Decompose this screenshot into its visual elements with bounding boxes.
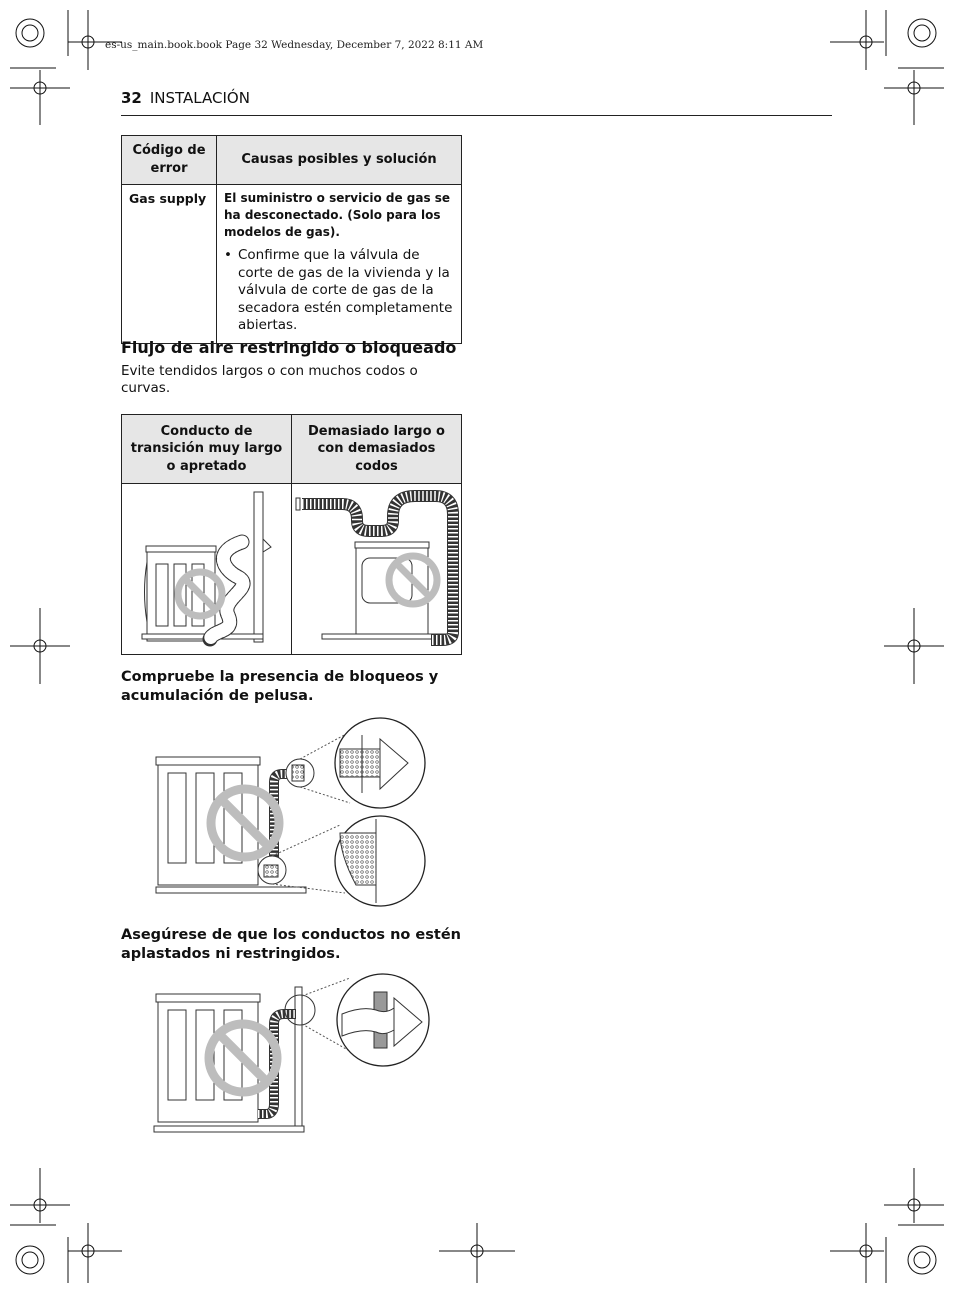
page-header <box>121 89 250 107</box>
error-code-table <box>121 135 462 344</box>
illustration-cell-long <box>292 484 462 655</box>
table-header-row <box>122 136 462 185</box>
airflow-heading: Flujo de aire restringido o bloqueado <box>121 338 457 357</box>
table-row <box>122 185 462 344</box>
error-code: Gas supply <box>122 185 217 344</box>
lint-buildup-illustration <box>150 715 440 905</box>
airflow-table <box>121 414 462 655</box>
illustration-row <box>122 484 462 655</box>
illustration-cell-tight <box>122 484 292 655</box>
col-header-short-duct: Conducto de transición muy largo o apretado <box>122 415 292 484</box>
table-header-row <box>122 415 462 484</box>
crushed-duct-heading: Asegúrese de que los conductos no estén aplastados ni restringidos. <box>121 927 461 962</box>
page-number: 32 <box>121 89 142 107</box>
lint-heading: Compruebe la presencia de bloqueos y acumulación de pelusa. <box>121 669 439 704</box>
bullet-icon: • <box>224 247 232 263</box>
header-rule <box>121 115 832 116</box>
error-description <box>217 185 462 344</box>
long-duct-illustration <box>292 484 462 654</box>
col-header-code: Código de error <box>122 136 217 185</box>
airflow-text: Evite tendidos largos o con muchos codos o curvas. <box>121 363 418 396</box>
crushed-duct-illustration <box>150 972 440 1137</box>
solution-bullet <box>224 247 454 335</box>
col-header-long-duct: Demasiado largo o con demasiados codos <box>292 415 462 484</box>
section-title: INSTALACIÓN <box>149 89 250 107</box>
solution-text: Confirme que la válvula de corte de gas de la vivienda y la válvula de corte de gas de la secadora estén completamente abiertas. <box>238 247 453 333</box>
error-cause: El suministro o servicio de gas se ha desconectado. (Solo para los modelos de gas). <box>224 191 451 239</box>
col-header-cause: Causas posibles y solución <box>217 136 462 185</box>
tight-duct-illustration <box>122 484 292 654</box>
print-info: es-us_main.book.book Page 32 Wednesday, December 7, 2022 8:11 AM <box>105 39 484 51</box>
